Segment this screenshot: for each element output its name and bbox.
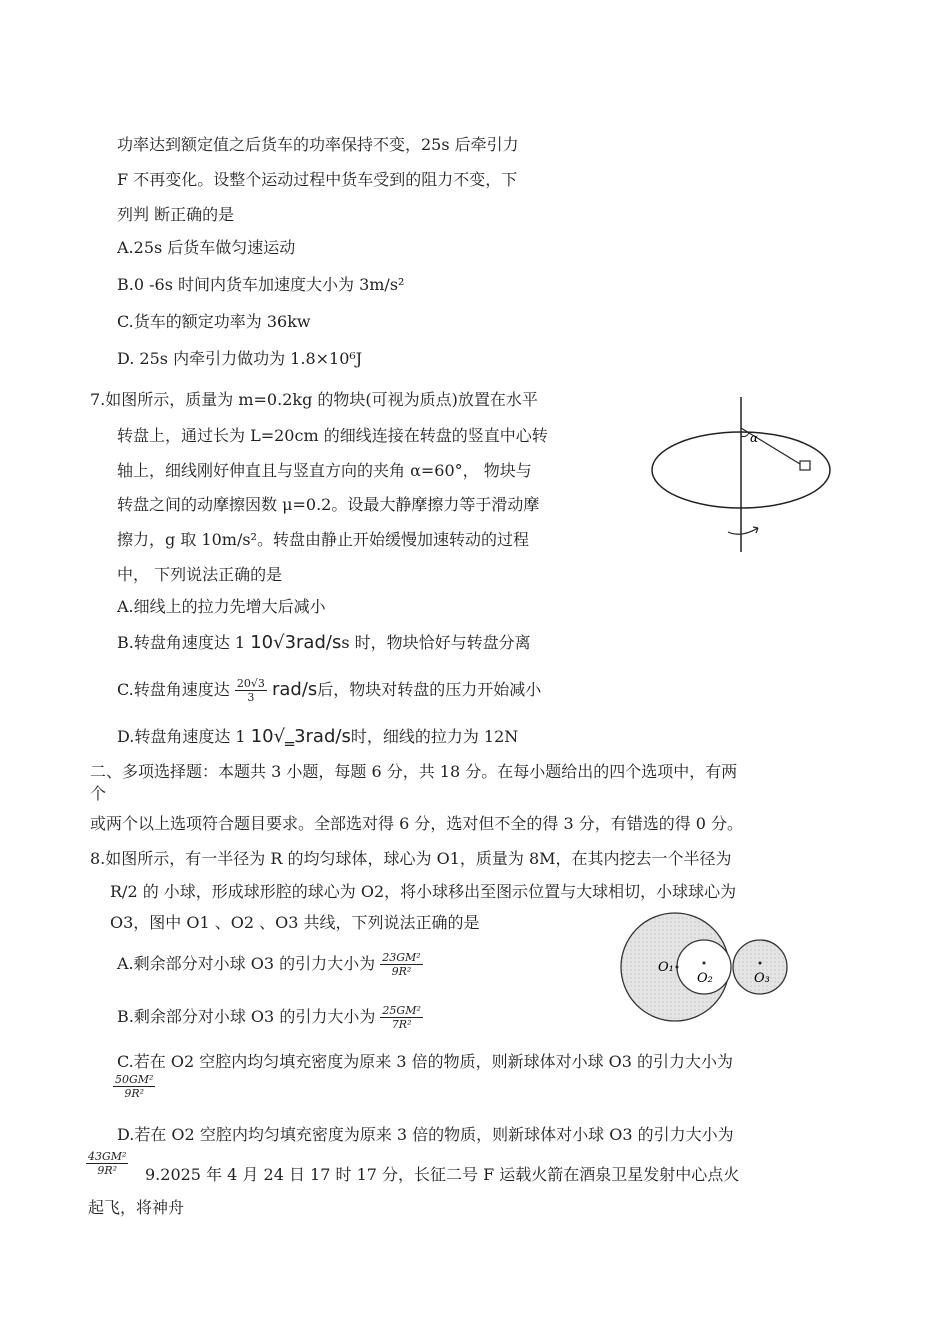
q8-option-b-numerator: 25GM²	[382, 1004, 421, 1017]
turntable-figure	[648, 392, 838, 560]
q8-option-a	[117, 947, 423, 981]
angle-arc	[741, 433, 749, 437]
section-2-line-1: 二、多项选择题：本题共 3 小题，每题 6 分，共 18 分。在每小题给出的四个选项中，有两	[90, 762, 738, 781]
q7-option-c-suffix: 后，物块对转盘的压力开始减小	[317, 680, 542, 699]
q8-stem-line-1: 8.如图所示，有一半径为 R 的均匀球体，球心为 O1，质量为 8M，在其内挖去一个半径为	[90, 849, 732, 868]
label-o1: O₁	[658, 960, 674, 975]
block-mass	[800, 461, 810, 470]
q7-stem-line-2: 转盘上，通过长为 L=20cm 的细线连接在转盘的竖直中心转	[117, 426, 548, 445]
q7-option-d-omega: 10√‗3rad/s	[250, 726, 351, 747]
q7-stem-line-6: 中， 下列说法正确的是	[117, 565, 283, 584]
center-o1-dot	[676, 966, 679, 969]
q8-option-b-fraction	[380, 1004, 422, 1031]
q7-option-b-omega: 10√3rad/s	[250, 632, 342, 653]
q7-option-d-suffix: 时，细线的拉力为 12N	[350, 727, 519, 746]
center-o2-dot	[703, 962, 706, 965]
q8-option-b-prefix: B.剩余部分对小球 O3 的引力大小为	[117, 1007, 376, 1026]
q8-option-c-fraction	[113, 1073, 155, 1100]
q7-option-c-fraction	[235, 677, 267, 704]
q7-option-c-denominator: 3	[247, 691, 255, 704]
q8-option-d: D.若在 O2 空腔内均匀填充密度为原来 3 倍的物质，则新球体对小球 O3 的引力大小为	[117, 1125, 734, 1144]
q7-stem-line-5: 擦力，g 取 10m/s²。转盘由静止开始缓慢加速转动的过程	[117, 530, 529, 549]
alpha-label: α	[750, 431, 759, 445]
q8-option-a-fraction	[380, 951, 422, 978]
q7-option-d	[117, 726, 518, 748]
q8-option-d-numerator: 43GM²	[88, 1150, 127, 1163]
q7-option-b	[117, 632, 531, 654]
section-2-line-2: 个	[90, 784, 107, 803]
q8-option-a-prefix: A.剩余部分对小球 O3 的引力大小为	[117, 954, 376, 973]
q8-option-a-denominator: 9R²	[391, 965, 412, 978]
rotation-arrow	[728, 528, 758, 534]
q6-option-b: B.0 -6s 时间内货车加速度大小为 3m/s²	[117, 275, 405, 294]
q7-stem-line-4: 转盘之间的动摩擦因数 μ=0.2。设最大静摩擦力等于滑动摩	[117, 495, 540, 514]
q8-option-c-denominator: 9R²	[124, 1087, 145, 1100]
center-o3-dot	[759, 962, 762, 965]
q6-option-d: D. 25s 内牵引力做功为 1.8×10⁶J	[117, 349, 363, 368]
q9-stem-line-1: 9.2025 年 4 月 24 日 17 时 17 分，长征二号 F 运载火箭在酒泉卫星发射中心点火	[145, 1165, 740, 1184]
q8-option-b	[117, 1000, 423, 1034]
q8-option-a-numerator: 23GM²	[382, 951, 421, 964]
q7-option-c-prefix: C.转盘角速度达	[117, 680, 235, 699]
section-2-line-3: 或两个以上选项符合题目要求。全部选对得 6 分，选对但不全的得 3 分，有错选的得 0 分。	[90, 814, 744, 833]
q6-stem-line-2: F 不再变化。设整个运动过程中货车受到的阻力不变，下	[117, 170, 518, 189]
q7-stem-line-3: 轴上，细线刚好伸直且与竖直方向的夹角 α=60°， 物块与	[117, 461, 532, 480]
q6-stem-line-3: 列判 断正确的是	[117, 205, 235, 224]
q7-option-c-numerator: 20√3	[236, 677, 265, 690]
q8-option-d-denominator: 9R²	[97, 1164, 118, 1177]
q8-option-d-fraction	[86, 1150, 128, 1177]
q7-option-b-prefix: B.转盘角速度达 1	[117, 633, 251, 652]
q6-option-a: A.25s 后货车做匀速运动	[117, 238, 296, 257]
q8-option-c: C.若在 O2 空腔内均匀填充密度为原来 3 倍的物质，则新球体对小球 O3 的引力大小为	[117, 1052, 734, 1071]
q7-option-c	[117, 672, 541, 708]
label-o3: O₃	[754, 971, 770, 986]
q8-option-b-denominator: 7R²	[391, 1018, 412, 1031]
q7-stem-line-1: 7.如图所示，质量为 m=0.2kg 的物块(可视为质点)放置在水平	[90, 390, 538, 409]
label-o2: O₂	[697, 971, 713, 986]
q7-option-d-prefix: D.转盘角速度达 1	[117, 727, 251, 746]
q7-option-b-suffix: s 时，物块恰好与转盘分离	[341, 633, 531, 652]
spheres-figure	[618, 905, 828, 1030]
q7-option-a: A.细线上的拉力先增大后减小	[117, 597, 326, 616]
q9-stem-line-2: 起飞，将神舟	[88, 1198, 185, 1217]
q8-option-c-numerator: 50GM²	[115, 1073, 154, 1086]
q8-stem-line-3: O3，图中 O1 、O2 、O3 共线，下列说法正确的是	[110, 913, 480, 932]
q8-stem-line-2: R/2 的 小球，形成球形腔的球心为 O2，将小球移出至图示位置与大球相切，小球球心为	[110, 882, 737, 901]
q7-option-c-unit: rad/s	[271, 679, 318, 700]
q6-stem-line-1: 功率达到额定值之后货车的功率保持不变，25s 后牵引力	[117, 135, 519, 154]
q6-option-c: C.货车的额定功率为 36kw	[117, 312, 311, 331]
